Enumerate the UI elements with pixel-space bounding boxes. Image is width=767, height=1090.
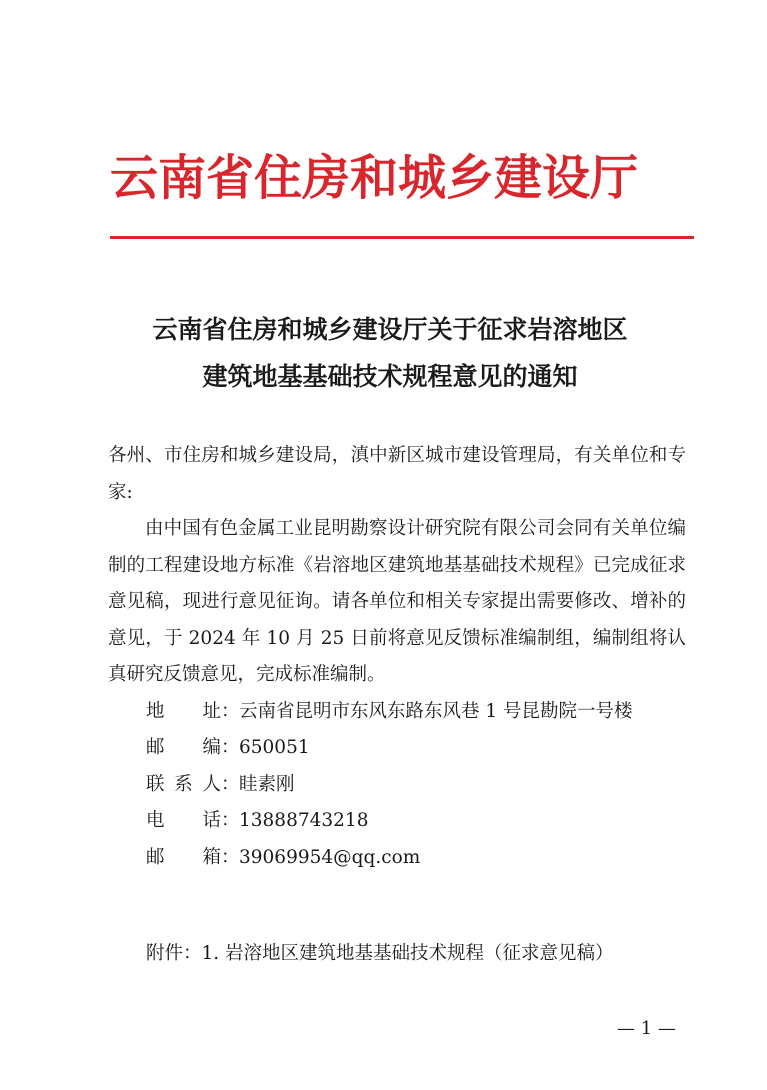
contact-value: 13888743218 [239, 810, 369, 831]
contact-info [108, 694, 686, 877]
contact-label: 邮箱 [146, 846, 221, 868]
contact-label: 地址 [146, 700, 221, 722]
contact-label: 邮编 [146, 737, 221, 758]
contact-value: 39069954@qq.com [239, 846, 421, 868]
page-number: — 1 — [617, 1018, 676, 1039]
contact-label: 联系人 [146, 773, 221, 795]
body-paragraph: 由中国有色金属工业昆明勘察设计研究院有限公司会同有关单位编制的工程建设地方标准《岩溶地区建筑地基基础技术规程》已完成征求意见稿，现进行意见征询。请各单位和相关专家提出需要修改、增补的意见，于 2024 年 10 月 25 日前将意见反馈标准编制组，编制组将认真研究反馈意见，完成标准编制。 [108, 518, 686, 685]
issuer-masthead: 云南省住房和城乡建设厅 [110, 150, 639, 206]
title-line-2: 建筑地基基础技术规程意见的通知 [202, 362, 578, 391]
contact-value: 云南省昆明市东风东路东风巷 1 号昆勘院一号楼 [239, 700, 633, 722]
contact-label: 电话 [146, 810, 221, 831]
contact-person: 联系人 ： 眭素刚 [108, 767, 686, 804]
notice-body [108, 438, 686, 876]
notice-title [60, 306, 720, 400]
contact-email: 邮箱 ： 39069954@qq.com [108, 840, 686, 877]
contact-value: 眭素刚 [239, 773, 295, 795]
contact-phone: 电话 ： 13888743218 [108, 803, 686, 840]
contact-address: 地址 ： 云南省昆明市东风东路东风巷 1 号昆勘院一号楼 [108, 694, 686, 731]
title-line-1: 云南省住房和城乡建设厅关于征求岩溶地区 [152, 315, 628, 344]
attachment-line: 附件：1. 岩溶地区建筑地基基础技术规程（征求意见稿） [146, 943, 614, 964]
contact-postcode: 邮编 ： 650051 [108, 730, 686, 767]
red-divider-line [110, 236, 694, 239]
salutation: 各州、市住房和城乡建设局，滇中新区城市建设管理局，有关单位和专家: [108, 445, 686, 503]
contact-value: 650051 [239, 737, 310, 758]
